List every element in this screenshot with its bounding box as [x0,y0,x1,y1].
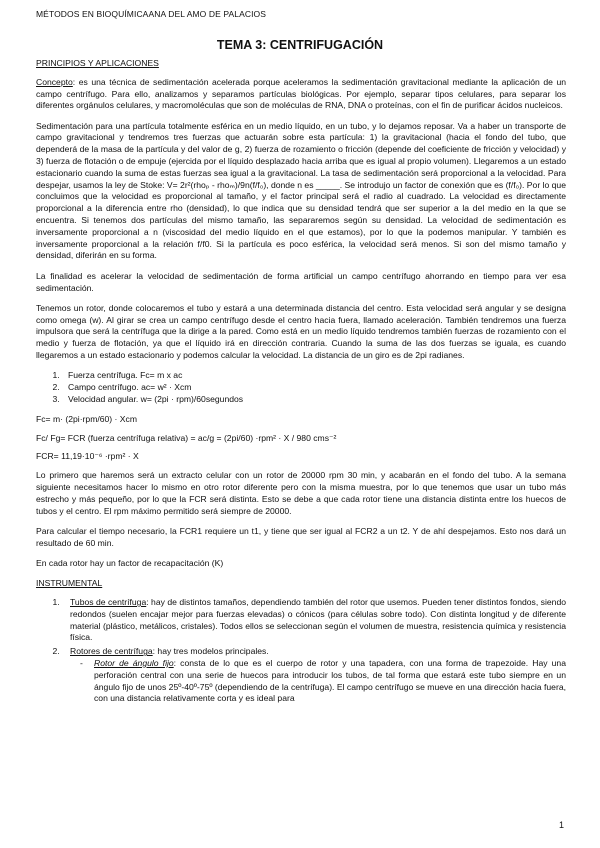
paragraph-extracto: Lo primero que haremos será un extracto celular con un rotor de 20000 rpm 30 min, y acabarán en el fondo del tubo. A la semana siguiente necesitamos hacer lo mismo en otro rotor diferente pero con la misma muestra, por lo que tenemos que usar un tubo más estrecho y más pequeño, por lo que la FCR será distinta. Esto se debe a que cada rotor tiene una distancia distinta entre los huecos de tubos y el centro. El rpm máximo permitido será siempre de 20000. [36,470,566,516]
sub-text: : consta de lo que es el cuerpo de rotor y una tapadera, con una forma de trapezoide. Hay una perforación central con una serie de huecos para introducir los tubos, de tal forma que estará este tubo siempre en un ángulo fijo de unos 25º-40º-75º (dependiendo de la centrífuga). El campo centrífugo se mueve en una dirección hacia fuera, con una distancia relativamente corta y es ideal para [94,657,566,704]
list-item: 3. Velocidad angular. w= (2pi · rpm)/60segundos [62,394,566,406]
paragraph-concepto [36,77,566,112]
paragraph-finalidad: La finalidad es acelerar la velocidad de sedimentación de forma artificial un campo centrífugo ahorrando en tiempo para ver esa sedimentación. [36,270,566,293]
page-header: MÉTODOS EN BIOQUÍMICAANA DEL AMO DE PALACIOS [36,9,267,19]
instr-label: Rotores de centrífuga [70,646,153,657]
concepto-label: Concepto [36,76,73,87]
paragraph-factor-k: En cada rotor hay un factor de recapacitación (K) [36,557,224,568]
paragraph-sedimentacion: Sedimentación para una partícula totalmente esférica en un medio líquido, en un tubo, y lo dejamos reposar. Va a haber un transporte de campo gravitacional y tendremos tres fuerzas que actuarán sobre esta partícula: 1) la gravitacional (hacia el fondo del tubo, que dependerá de la masa de la partícula y del valor de g, 2) fuerza de rozamiento o fricción (depende del coeficiente de fricción y velocidad) y 3) fuerza de flotación o de empuje (ejercida por el líquido desplazado hacia arriba que es igual al propio volumen). Llegaremos a un estado estacionario cuando la suma de estas fuerzas sea igual a la gravitacional. La tasa de sedimentación será proporcional a la velocidad. Para despejar, usamos la ley de Stoke: V= 2r²(rhoₚ - rhoₘ)/9n(f/f₀), donde n es _____. Se introdujo un factor de conexión que es (f/f₀). Por lo que concluimos que la velocidad es proporcional al tamaño, y el factor principal será el radio al cuadrado. La velocidad es directamente proporcional a la diferencia entre rho (densidad), lo que indica que su densidad tendrá que ser superior a la del medio en la que se encuentra. Si tenemos dos partículas del mismo tamaño, las separaremos según su densidad. La velocidad de sedimentación es inversamente proporcional a n (viscosidad del medio líquido en el que estamos), por lo que la podemos manipular. Y también es inversamente proporcional a la relación f/f0. Si la partícula es poco esférica, la velocidad será menos. Si son del mismo tamaño y densidad, diferirán en su forma. [36,120,566,261]
list-item: 2. Campo centrífugo. ac= w² · Xcm [62,382,566,394]
concepto-text: : es una técnica de sedimentación acelerada porque aceleramos la sedimentación gravitacional mediante la aplicación de un campo centrífugo. Para ello, analizamos y separamos partículas biológicas. Por ejemplo, separar tipos celulares, para separar los diferentes orgánulos celulares, y macromoléculas que son de moléculas de RNA, DNA o proteínas, con el fin de purificar ácidos nucleicos. [36,76,566,111]
section-instrumental: INSTRUMENTAL [36,578,103,589]
page-number: 1 [558,820,564,830]
formula-fc: Fc= m· (2pi·rpm/60) · Xcm [36,413,137,424]
formula-fcr: FCR= 11,19·10⁻⁶ ·rpm² · X [36,451,139,462]
instr-text: : hay de distintos tamaños, dependiendo también del rotor que usemos. Pueden tener distintos fondos, siendo redondos (suelen encajar mejor para fuerzas elevadas) o cónicos (para células sobre todo). Con distinta longitud y de diferente material (plástico, metálicos, cristales). Todos ellos se seleccionan según el volumen de muestra, resistencia química y resistencia física. [70,596,566,643]
formula-fcr-ratio: Fc/ Fg= FCR (fuerza centrífuga relativa) = ac/g = (2pi/60) ·rpm² · X / 980 cms⁻² [36,432,337,443]
section-principios: PRINCIPIOS Y APLICACIONES [36,58,159,68]
paragraph-rotor: Tenemos un rotor, donde colocaremos el tubo y estará a una determinada distancia del centro. Esta velocidad será angular y se designa como omega (w). Al girar se crea un campo centrífugo desde el centro hacia fuera, llamado aceleración. También tendremos una fuerza impulsora que será la centrífuga que la dirige a la pared. Como está en un medio líquido tendremos también fuerzas de rozamiento con el medio y fuerza de flotación, ya que el líquido irá en dirección contraria. Cuando la suma de las dos fuerzas se iguala, es cuando llegaremos a un estado estacionario y podemos calcular la velocidad. La distancia de un giro es de 2pi radianes. [36,302,566,361]
forces-list [36,370,566,405]
paragraph-tiempo: Para calcular el tiempo necesario, la FCR1 requiere un t1, y tiene que ser igual al FCR2 a un t2. Y de ahí despejamos. Esto nos dará un resultado de 60 min. [36,525,566,548]
list-item [84,658,566,705]
document-body [36,58,566,707]
list-item: 1. Fuerza centrífuga. Fc= m x ac [62,370,566,382]
list-item [62,597,566,644]
rotor-types-list [70,658,566,705]
instr-label: Tubos de centrífuga [70,596,147,607]
list-item [62,646,566,705]
instrumental-list [36,597,566,705]
sub-label: Rotor de ángulo fijo [94,657,174,668]
instr-text: : hay tres modelos principales. [152,646,269,657]
page-title: TEMA 3: CENTRIFUGACIÓN [216,38,384,52]
